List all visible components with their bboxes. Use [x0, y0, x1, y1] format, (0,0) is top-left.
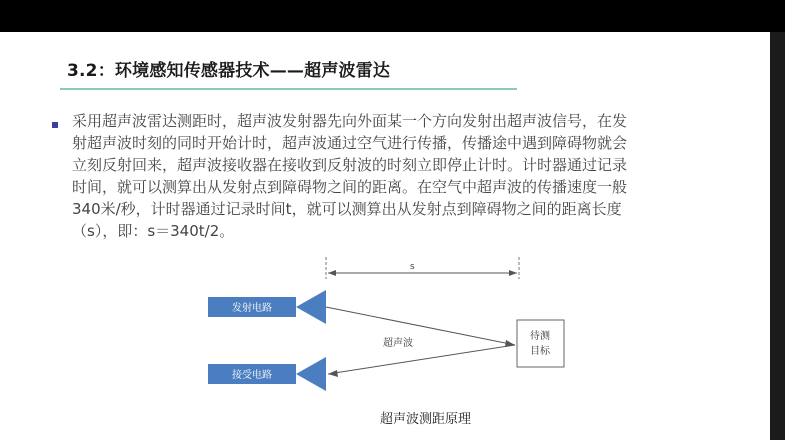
- paragraph-line: 立刻反射回来，超声波接收器在接收到反射波的时刻立即停止计时。计时器通过记录: [72, 156, 628, 174]
- wave-label: 超声波: [383, 338, 413, 349]
- distance-arrow-left: [328, 270, 336, 276]
- diagram-caption: 超声波测距原理: [380, 412, 472, 427]
- paragraph-line: 射超声波时刻的同时开始计时，超声波通过空气进行传播，传播途中遇到障碍物就会: [72, 134, 628, 152]
- target-box: [517, 320, 564, 367]
- receiver-label: 接受电路: [232, 370, 272, 381]
- transmitter-label: 发射电路: [232, 303, 272, 314]
- target-label-line2: 目标: [530, 346, 550, 357]
- target-label-line1: 待测: [530, 331, 550, 342]
- slide-canvas: [0, 32, 770, 440]
- distance-arrow-right: [509, 270, 517, 276]
- distance-label: s: [410, 262, 415, 272]
- ultrasonic-ranging-diagram: [0, 32, 770, 440]
- paragraph-line: 时间，就可以测算出从发射点到障碍物之间的距离。在空气中超声波的传播速度一般: [72, 178, 628, 196]
- receiver-horn: [296, 357, 326, 391]
- reflected-wave-arrow: [328, 370, 338, 377]
- paragraph-line: （s），即：s＝340t/2。: [72, 222, 235, 240]
- top-black-bar: [0, 0, 785, 32]
- paragraph-line: 340米/秒，计时器通过记录时间t，就可以测算出从发射点到障碍物之间的距离长度: [72, 200, 622, 218]
- right-scroll-strip: [770, 32, 785, 440]
- paragraph-line: 采用超声波雷达测距时，超声波发射器先向外面某一个方向发射出超声波信号，在发: [72, 112, 628, 130]
- slide-title: 3.2：环境感知传感器技术——超声波雷达: [67, 61, 391, 81]
- emitted-wave-line: [326, 307, 515, 345]
- reflected-wave-line: [328, 345, 515, 374]
- transmitter-horn: [296, 290, 326, 324]
